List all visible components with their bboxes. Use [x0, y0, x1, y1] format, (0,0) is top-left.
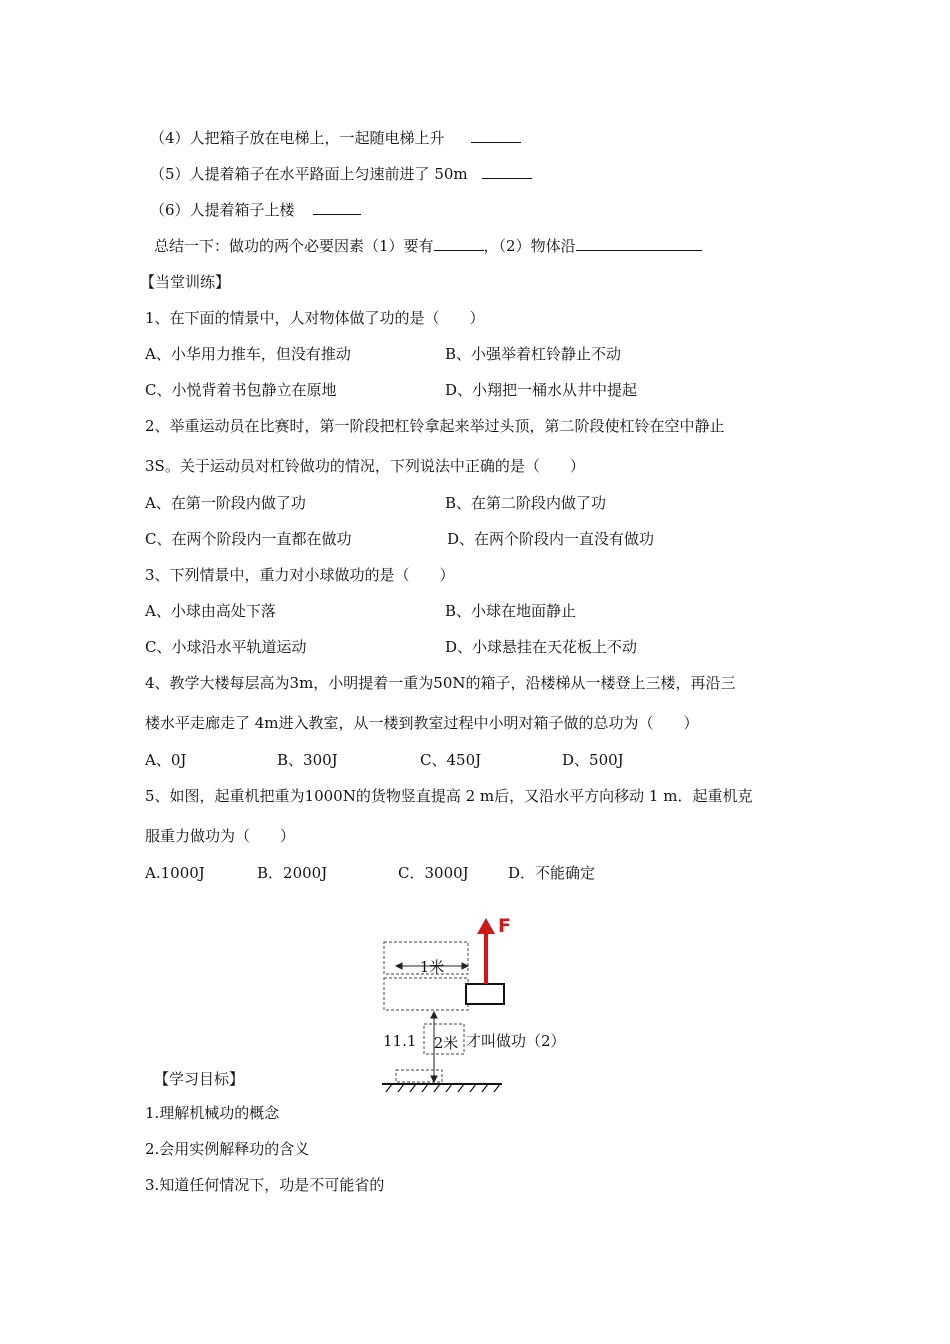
fill-item-6: （6）人提着箱子上楼 [150, 200, 361, 220]
answer-blank[interactable] [434, 236, 484, 251]
section-heading-goals: 【学习目标】 [154, 1070, 245, 1088]
goal-item: 1.理解机械功的概念 [145, 1104, 280, 1122]
question-4-stem: 4、教学大楼每层高为3m，小明提着一重为50N的箱子，沿楼梯从一楼登上三楼，再沿三 [145, 674, 736, 692]
question-2-option-c: C、在两个阶段内一直都在做功 [145, 530, 352, 548]
force-label: F [498, 915, 511, 937]
question-4-option-c: C、450J [420, 751, 482, 769]
lesson-title: 才叫做功（2） [466, 1032, 566, 1050]
lesson-number: 11.1 [383, 1032, 417, 1050]
question-2-option-a: A、在第一阶段内做了功 [145, 494, 306, 512]
question-2-stem-cont: 3S。关于运动员对杠铃做功的情况，下列说法中正确的是（ ） [145, 457, 585, 475]
question-5-stem-cont: 服重力做功为（ ） [145, 827, 296, 845]
width-dimension-label: 1米 [419, 958, 445, 976]
question-5-option-b: B．2000J [257, 864, 328, 882]
question-3-option-a: A、小球由高处下落 [145, 602, 276, 620]
question-1-option-a: A、小华用力推车，但没有推动 [145, 345, 351, 363]
crane-figure [380, 912, 511, 1094]
answer-blank[interactable] [471, 128, 521, 143]
question-4-option-b: B、300J [277, 751, 338, 769]
question-1-option-b: B、小强举着杠铃静止不动 [445, 345, 622, 363]
question-3-option-b: B、小球在地面静止 [445, 602, 577, 620]
goal-item: 2.会用实例解释功的含义 [145, 1140, 310, 1158]
section-heading-training: 【当堂训练】 [140, 273, 231, 291]
height-dimension-label: 2米 [433, 1034, 459, 1052]
answer-blank[interactable] [313, 200, 361, 215]
question-5-stem: 5、如图，起重机把重为1000N的货物竖直提高 2 m后，又沿水平方向移动 1 m．起重机克 [145, 787, 753, 805]
goal-item: 3.知道任何情况下，功是不可能省的 [145, 1176, 385, 1194]
faded-box-outline [384, 978, 468, 1010]
question-4-option-a: A、0J [145, 751, 187, 769]
question-1-option-c: C、小悦背着书包静立在原地 [145, 381, 337, 399]
question-3-option-d: D、小球悬挂在天花板上不动 [445, 638, 638, 656]
question-5-option-d: D．不能确定 [508, 864, 596, 882]
question-2-stem: 2、举重运动员在比赛时，第一阶段把杠铃拿起来举过头顶，第二阶段使杠铃在空中静止 [145, 417, 725, 435]
question-5-option-c: C．3000J [398, 864, 469, 882]
question-2-option-d: D、在两个阶段内一直没有做功 [447, 530, 655, 548]
question-3-stem: 3、下列情景中，重力对小球做功的是（ ） [145, 566, 455, 584]
answer-blank[interactable] [576, 236, 702, 251]
question-2-option-b: B、在第二阶段内做了功 [445, 494, 607, 512]
question-1-stem: 1、在下面的情景中，人对物体做了功的是（ ） [145, 309, 485, 327]
fill-item-5: （5）人提着箱子在水平路面上匀速前进了 50m [150, 164, 532, 184]
ground-hatch [386, 1084, 500, 1092]
fill-item-4: （4）人把箱子放在电梯上，一起随电梯上升 [150, 128, 521, 148]
summary-line: 总结一下：做功的两个必要因素（1）要有 ，（2）物体沿 [154, 236, 702, 256]
force-arrow-head [477, 918, 495, 934]
question-4-stem-cont: 楼水平走廊走了 4m进入教室，从一楼到教室过程中小明对箱子做的总功为（ ） [145, 714, 699, 732]
answer-blank[interactable] [482, 164, 532, 179]
question-4-option-d: D、500J [562, 751, 624, 769]
cargo-box [466, 984, 504, 1004]
question-1-option-d: D、小翔把一桶水从井中提起 [445, 381, 638, 399]
question-3-option-c: C、小球沿水平轨道运动 [145, 638, 307, 656]
question-5-option-a: A.1000J [145, 864, 205, 882]
